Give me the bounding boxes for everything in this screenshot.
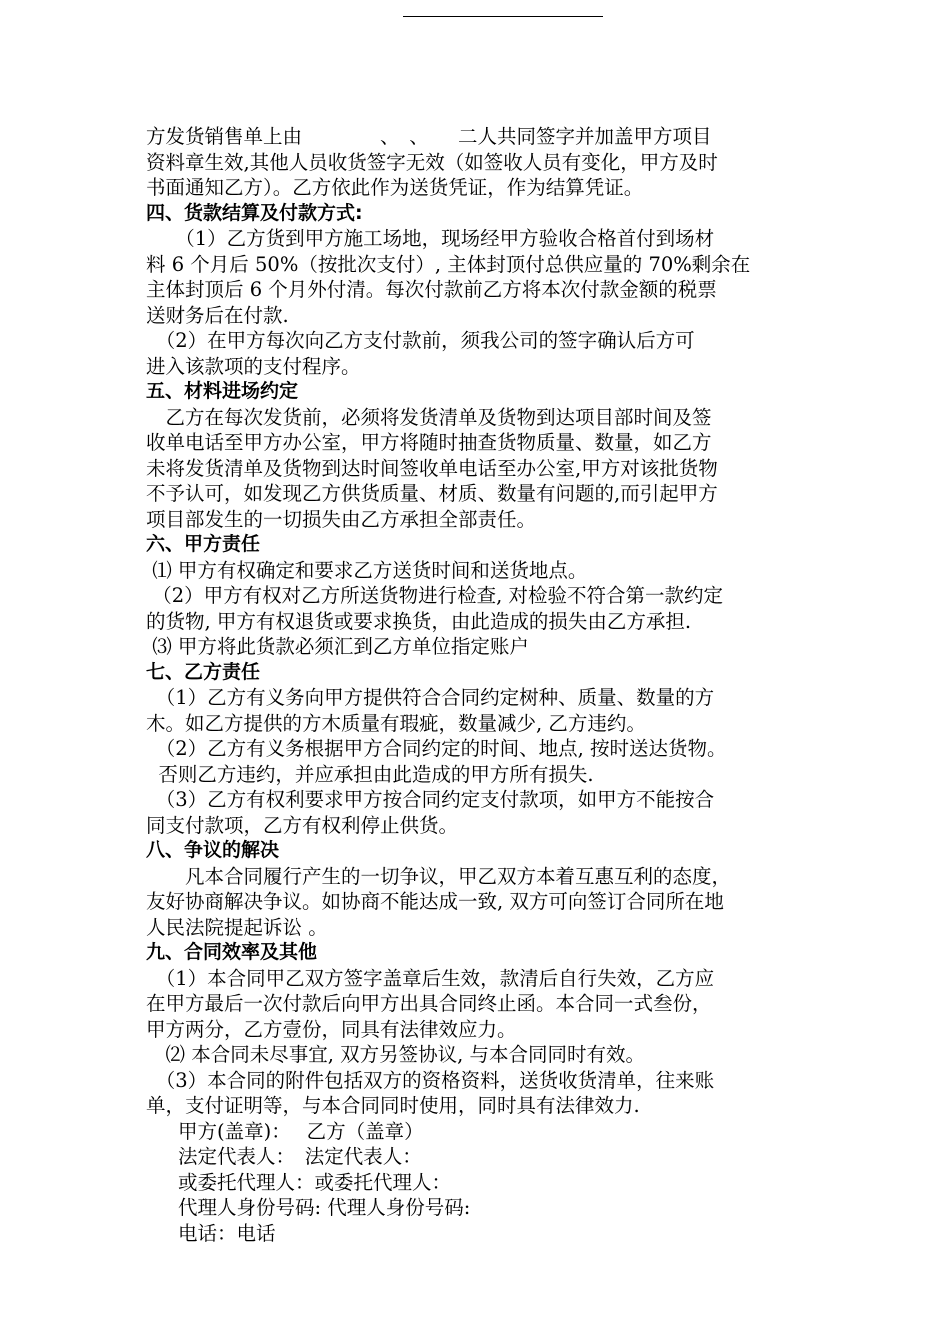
- text-line: 方发货销售单上由 、 、 二人共同签字并加盖甲方项目: [146, 125, 712, 148]
- section-heading: 五、材料进场约定: [146, 380, 299, 402]
- text-line: 同支付款项，乙方有权利停止供货。: [146, 813, 459, 837]
- section-material-entry: [146, 379, 820, 532]
- text-line: 进入该款项的支付程序。: [146, 354, 361, 378]
- text-line: （1）乙方货到甲方施工场地，现场经甲方验收合格首付到场材: [146, 227, 715, 250]
- text-line: 不予认可，如发现乙方供货质量、材质、数量有问题的,而引起甲方: [146, 482, 718, 505]
- text-line: 凡本合同履行产生的一切争议，甲乙双方本着互惠互利的态度，: [146, 864, 732, 888]
- text-line: 在甲方最后一次付款后向甲方出具合同终止函。本合同一式叁份，: [146, 992, 712, 1015]
- text-line: 送财务后在付款.: [146, 303, 289, 327]
- text-line: 否则乙方违约，并应承担由此造成的甲方所有损失.: [146, 762, 594, 786]
- text-line: （1）乙方有义务向甲方提供符合合同约定树种、质量、数量的方: [146, 686, 715, 709]
- text-line: 木。如乙方提供的方木质量有瑕疵，数量减少, 乙方违约。: [146, 711, 646, 735]
- header-rule: [403, 16, 603, 17]
- signature-line: 法定代表人： 法定代表人：: [178, 1145, 422, 1168]
- section-payment: [146, 201, 820, 380]
- text-line: 项目部发生的一切损失由乙方承担全部责任。: [146, 507, 537, 531]
- text-line: （3）乙方有权利要求甲方按合同约定支付款项，如甲方不能按合: [146, 788, 715, 811]
- section-heading: 七、乙方责任: [146, 660, 261, 683]
- section-party-a-duties: [146, 532, 820, 660]
- text-line: ⑵ 本合同未尽事宜, 双方另签协议, 与本合同同时有效。: [146, 1043, 645, 1066]
- signature-line: 甲方(盖章)： 乙方（盖章）: [178, 1119, 424, 1143]
- text-line: 单，支付证明等，与本合同同时使用，同时具有法律效力.: [146, 1094, 640, 1117]
- signature-block: [146, 1119, 820, 1247]
- text-line: 甲方两分，乙方壹份，同具有法律效应力。: [146, 1017, 517, 1041]
- text-line: （2）乙方有义务根据甲方合同约定的时间、地点, 按时送达货物。: [146, 737, 727, 760]
- text-line: 书面通知乙方）。乙方依此作为送货凭证，作为结算凭证。: [146, 176, 644, 199]
- section-party-b-duties: [146, 660, 820, 839]
- section-heading: 四、货款结算及付款方式:: [146, 201, 363, 224]
- text-line: 的货物, 甲方有权退货或要求换货，由此造成的损失由乙方承担.: [146, 609, 692, 633]
- text-line: 主体封顶后 6 个月外付清。每次付款前乙方将本次付款金额的税票: [146, 278, 717, 301]
- text-line: ⑶ 甲方将此货款必须汇到乙方单位指定账户: [146, 635, 529, 658]
- section-heading: 九、合同效率及其他: [146, 941, 318, 963]
- text-line: （2）甲方有权对乙方所送货物进行检查, 对检验不符合第一款约定: [146, 584, 724, 607]
- signature-line: 或委托代理人：或委托代理人：: [178, 1170, 452, 1194]
- text-line: 收单电话至甲方办公室，甲方将随时抽查货物质量、数量，如乙方: [146, 431, 712, 454]
- contract-body: [146, 124, 820, 1246]
- section-validity: [146, 940, 820, 1119]
- text-line: （1）本合同甲乙双方签字盖章后生效，款清后自行失效，乙方应: [146, 966, 715, 990]
- text-line: 资料章生效,其他人员收货签字无效（如签收人员有变化，甲方及时: [146, 150, 718, 174]
- section-heading: 八、争议的解决: [146, 839, 280, 861]
- text-line: 料 6 个月后 50%（按批次支付）, 主体封顶付总供应量的 70%剩余在: [146, 252, 751, 276]
- text-line: 人民法院提起诉讼 。: [146, 915, 328, 939]
- section-dispute: [146, 838, 820, 940]
- text-line: （2）在甲方每次向乙方支付款前，须我公司的签字确认后方可: [146, 329, 695, 352]
- text-line: 友好协商解决争议。如协商不能达成一致, 双方可向签订合同所在地: [146, 890, 724, 913]
- signature-line: 电话：电话: [178, 1221, 276, 1245]
- text-line: 未将发货清单及货物到达时间签收单电话至办公室,甲方对该批货物: [146, 456, 718, 480]
- text-line: ⑴ 甲方有权确定和要求乙方送货时间和送货地点。: [146, 558, 588, 582]
- intro-paragraph: [146, 124, 820, 201]
- signature-line: 代理人身份号码: 代理人身份号码:: [178, 1196, 471, 1219]
- section-heading: 六、甲方责任: [146, 533, 261, 555]
- text-line: 乙方在每次发货前，必须将发货清单及货物到达项目部时间及签: [146, 405, 712, 429]
- text-line: （3）本合同的附件包括双方的资格资料，送货收货清单，往来账: [146, 1068, 715, 1092]
